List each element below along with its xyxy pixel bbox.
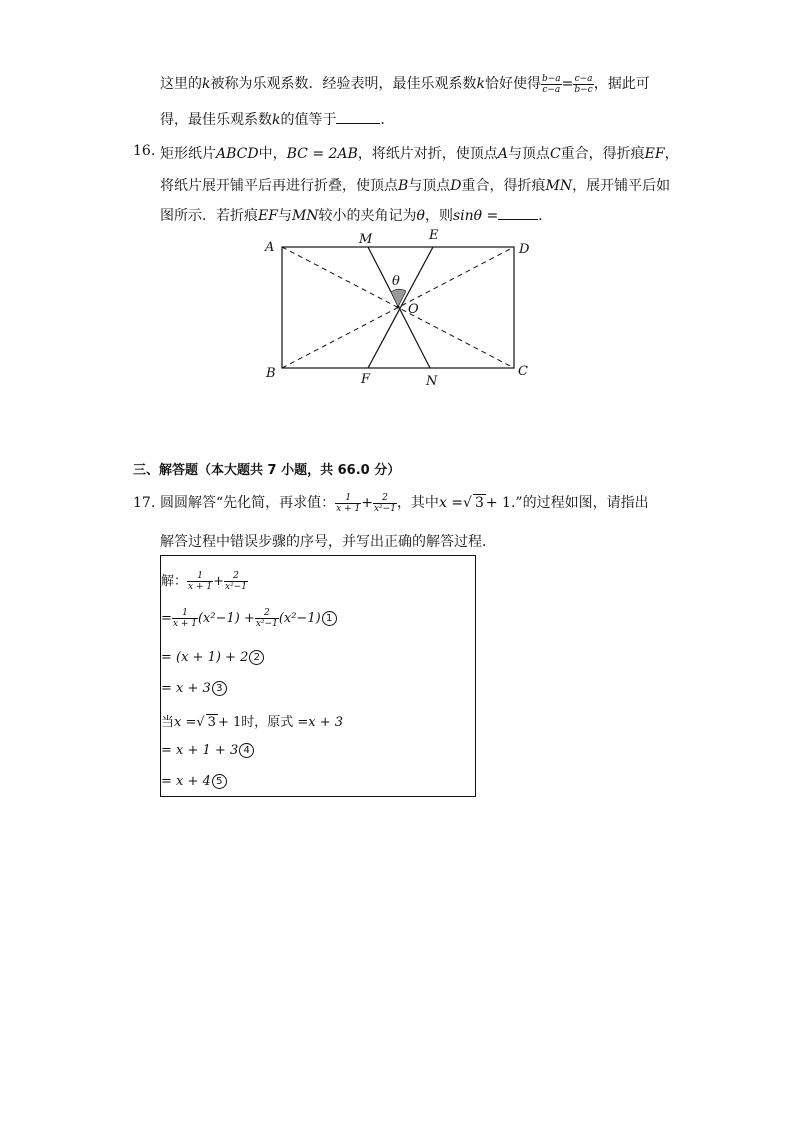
equals: =: [561, 76, 574, 92]
text: 的值等于: [280, 112, 337, 128]
solution-step-6: = x + 4 5: [161, 774, 227, 789]
step-marker-4: 4: [239, 743, 254, 758]
q16-number: 16.: [133, 143, 156, 159]
var-k: k: [476, 76, 485, 92]
solution-step-3: = x + 3 3: [161, 681, 227, 696]
label-o: O: [408, 302, 419, 317]
solution-step-4: 当x =√ 3 + 1时，原式 =x + 3: [161, 715, 344, 730]
q17-line1: 圆圆解答“先化简，再求值： $\frac{1}{x + 1}$ + $\frac{2}{\text{x²−1}}$ ，其中x =√ 3 + 1.”的过程如图，请指出: [160, 492, 649, 514]
label-b: B: [266, 366, 276, 381]
text: 这里的: [160, 76, 202, 92]
solution-step-1: = $\frac{1}{x + 1}$ (x²−1) + $\frac{2}{\text{x²−1}}$ (x²−1) 1: [161, 608, 337, 629]
label-theta: θ: [392, 274, 400, 289]
text: ，据此可: [593, 76, 650, 92]
section-heading: 三、解答题（本大题共 7 小题，共 66.0 分）: [133, 463, 401, 478]
step-marker-2: 2: [249, 650, 264, 665]
text: 得，最佳乐观系数: [160, 112, 272, 128]
step-marker-1: 1: [322, 611, 337, 626]
label-m: M: [359, 232, 373, 247]
fraction-1: $\frac{b-a}{c-a}$: [541, 73, 561, 95]
fraction-2: $\frac{c-a}{b-c}$: [574, 73, 593, 95]
rectangle-fold-figure: [250, 225, 540, 390]
solution-box: [160, 555, 476, 797]
step-marker-5: 5: [212, 774, 227, 789]
label-a: A: [265, 240, 275, 255]
text: ．: [380, 112, 395, 128]
q17-number: 17.: [133, 495, 156, 511]
q15-line2: [160, 109, 394, 129]
answer-blank[interactable]: [498, 207, 538, 220]
var-k: k: [272, 112, 281, 128]
label-e: E: [429, 228, 439, 243]
label-c: C: [518, 364, 528, 379]
label-n: N: [426, 374, 438, 389]
q16-line2: 将纸片展开铺平后再进行折叠，使顶点B与顶点D重合，得折痕MN，展开铺平后如: [160, 178, 671, 194]
q15-line1: [160, 73, 650, 95]
q17-line2: 解答过程中错误步骤的序号，并写出正确的解答过程．: [160, 534, 496, 550]
solution-step-2: = (x + 1) + 2 2: [161, 650, 264, 665]
text: 被称为乐观系数．经验表明，最佳乐观系数: [210, 76, 477, 92]
step-marker-3: 3: [212, 681, 227, 696]
q16-line3: 图所示．若折痕EF与MN较小的夹角记为θ，则sinθ = ．: [160, 208, 553, 224]
solution-step-0: 解： $\frac{1}{x + 1}$ + $\frac{2}{\text{x²−1}}$: [161, 571, 247, 592]
q16-line1: 矩形纸片ABCD中，BC = 2AB，将纸片对折，使顶点A与顶点C重合，得折痕EF，: [160, 146, 679, 162]
label-f: F: [361, 372, 371, 387]
label-d: D: [519, 242, 530, 257]
var-k: k: [202, 76, 211, 92]
answer-blank[interactable]: [336, 111, 380, 124]
solution-step-5: = x + 1 + 3 4: [161, 743, 254, 758]
text: 恰好使得: [484, 76, 541, 92]
